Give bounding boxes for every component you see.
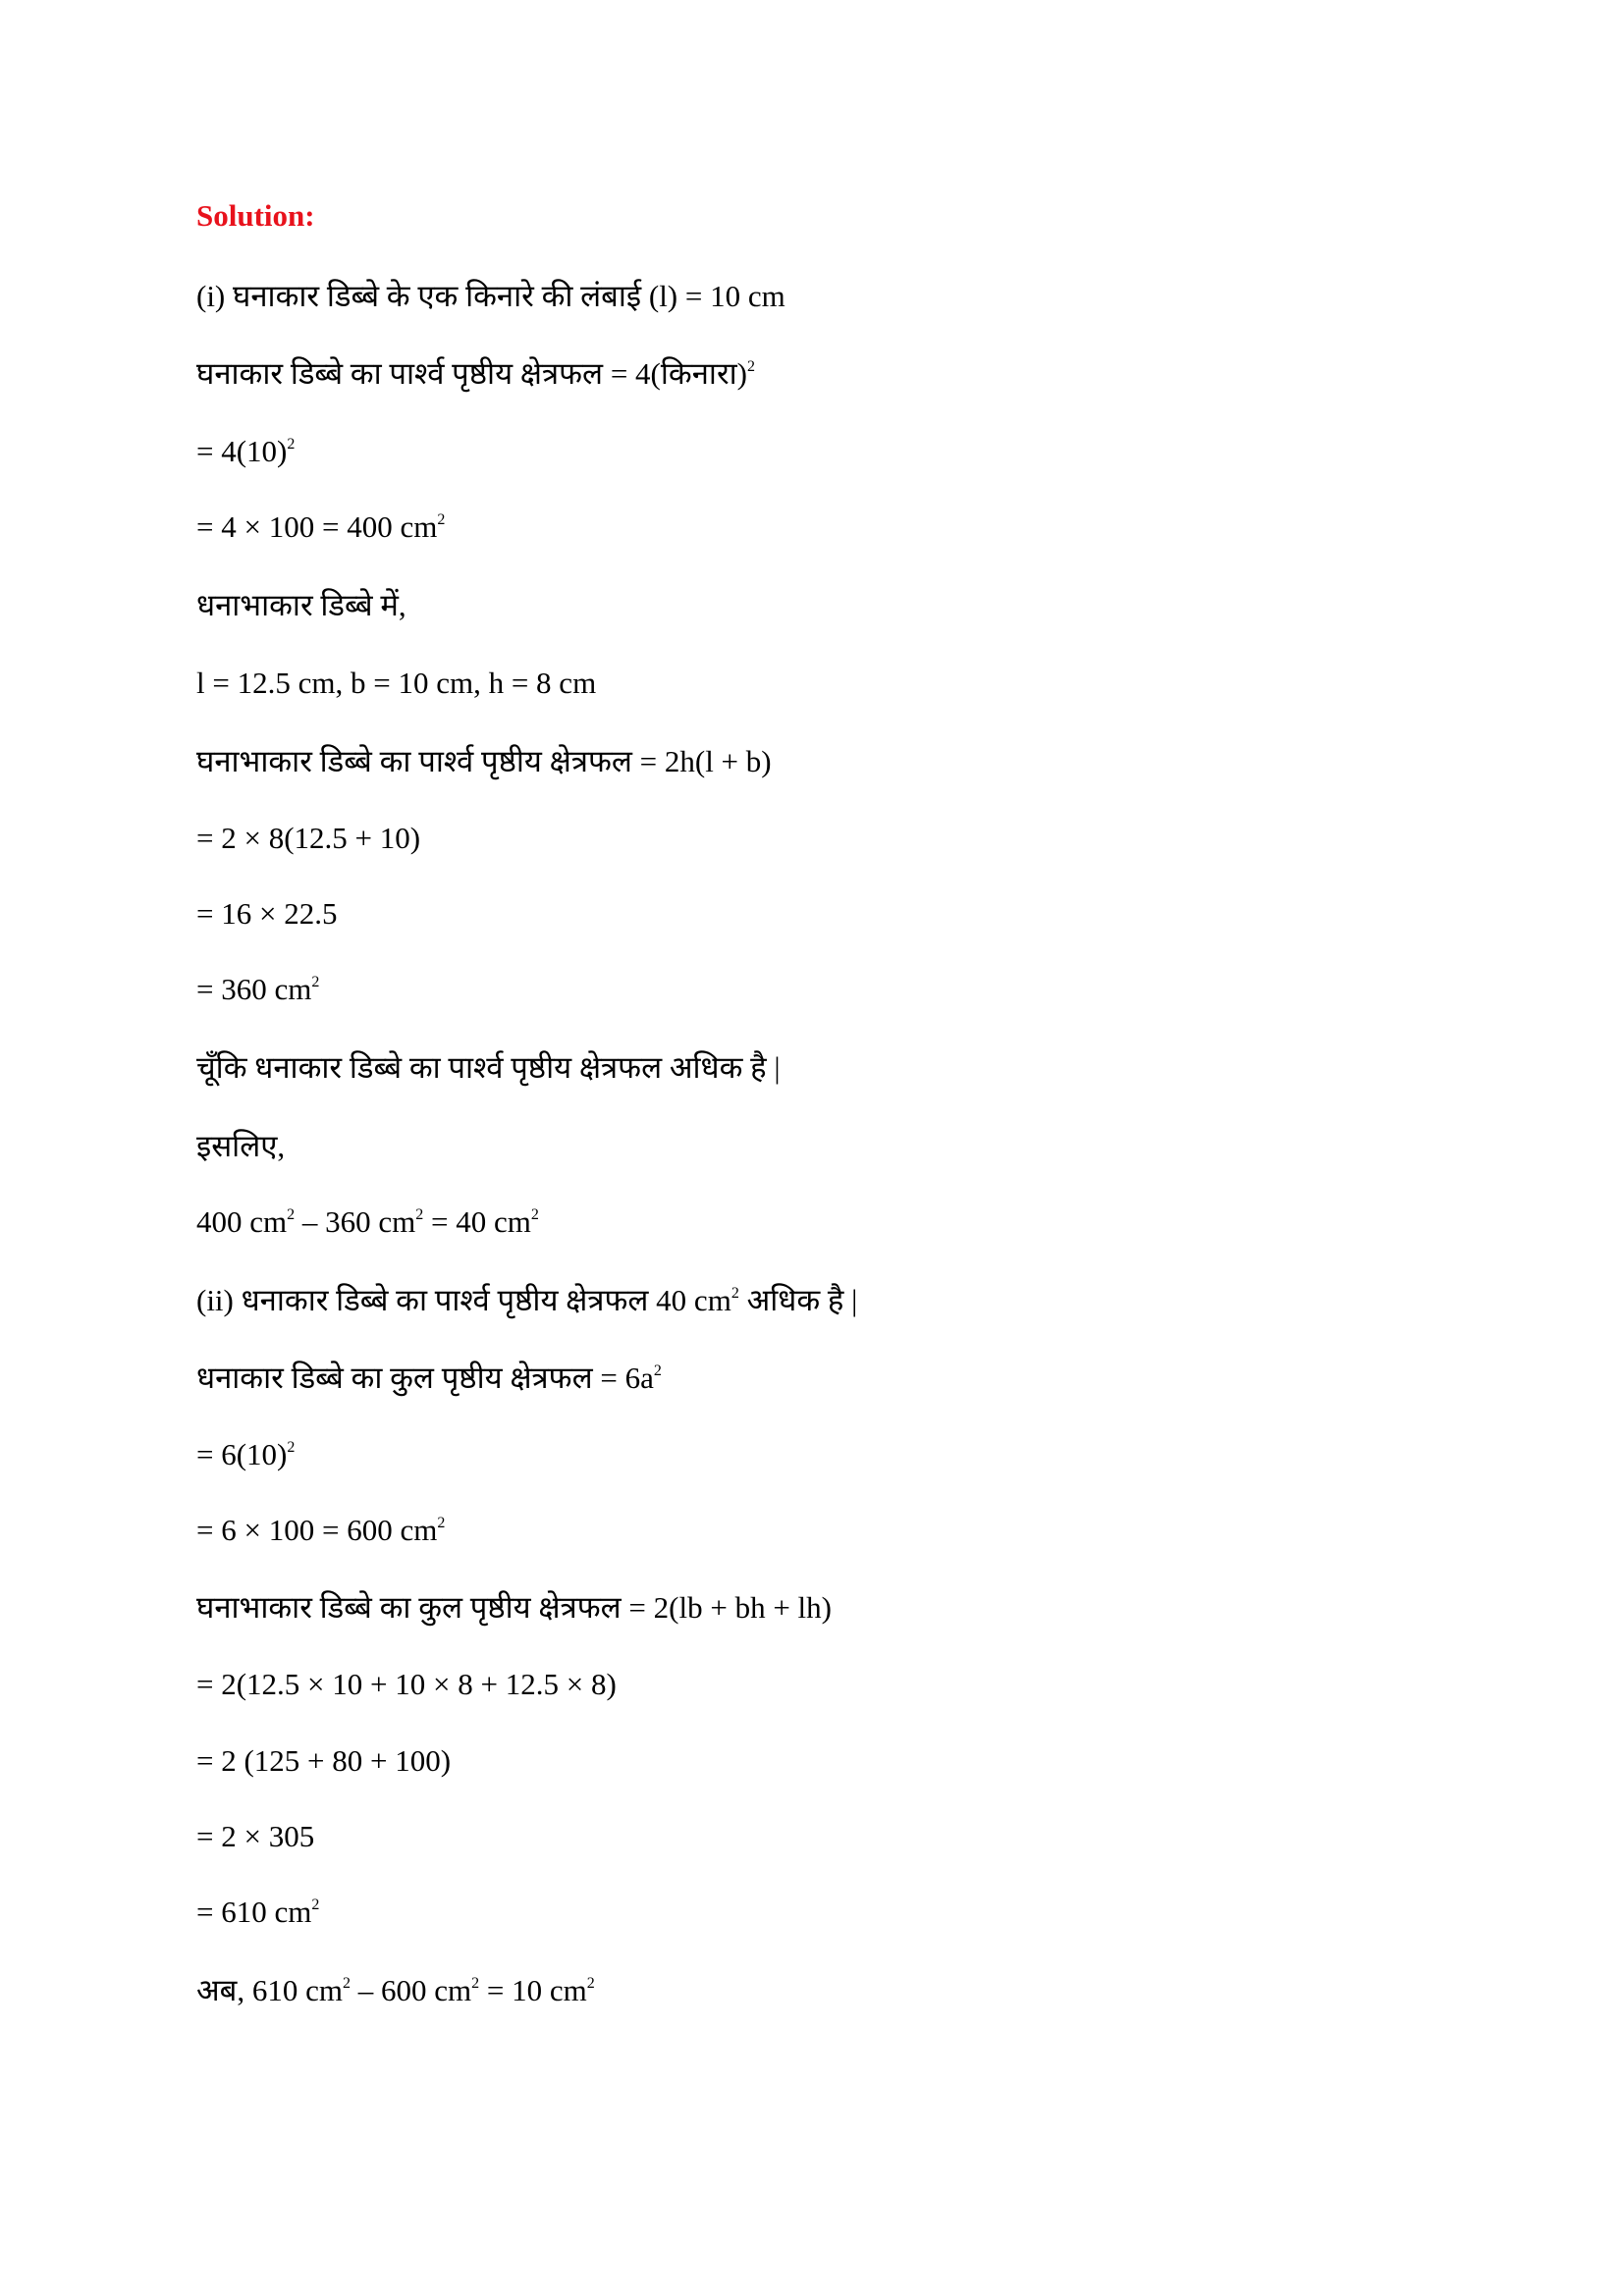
line-cuboid-dimensions: l = 12.5 cm, b = 10 cm, h = 8 cm [196,666,597,700]
line-cube-lateral-formula: घनाकार डिब्बे का पार्श्व पृष्ठीय क्षेत्रफल = 4(किनारा)$^2$ [196,356,755,391]
line-cuboid-lateral-step2: = 16 × 22.5 [196,896,338,931]
line-cube-total-result: = 6 × 100 = 600 $cm^2$ [196,1513,446,1547]
line-total-difference: अब, 610 $cm^2 - 600$ $cm^2 = 10$ $cm^2$ [196,1973,595,2007]
line-cube-edge: (i) घनाकार डिब्बे के एक किनारे की लंबाई (l) = 10 cm [196,279,785,313]
line-cuboid-lateral-step1: = 2 × 8(12.5 + 10) [196,821,421,855]
line-cuboid-intro: धनाभाकार डिब्बे में, [196,588,406,622]
line-cuboid-total-formula: घनाभाकार डिब्बे का कुल पृष्ठीय क्षेत्रफल = 2(lb + bh + lh) [196,1590,832,1625]
line-cube-total-step1: = $6(10)^2$ [196,1437,296,1471]
line-cuboid-total-result: = 610 $cm^2$ [196,1895,320,1929]
line-cube-lateral-result: = 4 × 100 = 400 $cm^2$ [196,509,446,544]
line-cube-total-formula: धनाकार डिब्बे का कुल पृष्ठीय क्षेत्रफल = $6a^2$ [196,1361,662,1395]
line-cuboid-total-step1: = 2(12.5 × 10 + 10 × 8 + 12.5 × 8) [196,1667,617,1701]
line-therefore: इसलिए, [196,1129,286,1163]
line-part-ii-statement: (ii) धनाकार डिब्बे का पार्श्व पृष्ठीय क्षेत्रफल 40 $cm^2$ अधिक है | [196,1283,858,1317]
solution-heading: Solution: [196,198,315,233]
line-cube-lateral-step1: = $4(10)^2$ [196,434,296,468]
line-cuboid-lateral-result: = 360 $cm^2$ [196,972,320,1006]
line-cuboid-lateral-formula: घनाभाकार डिब्बे का पार्श्व पृष्ठीय क्षेत्रफल = 2h(l + b) [196,744,772,778]
line-cuboid-total-step3: = 2 × 305 [196,1819,315,1853]
line-lateral-difference: 400 $cm^2 - 360$ $cm^2 = 40$ $cm^2$ [196,1204,539,1239]
line-comparison-statement: चूँकि धनाकार डिब्बे का पार्श्व पृष्ठीय क्षेत्रफल अधिक है | [196,1050,781,1085]
line-cuboid-total-step2: = 2 (125 + 80 + 100) [196,1743,452,1778]
